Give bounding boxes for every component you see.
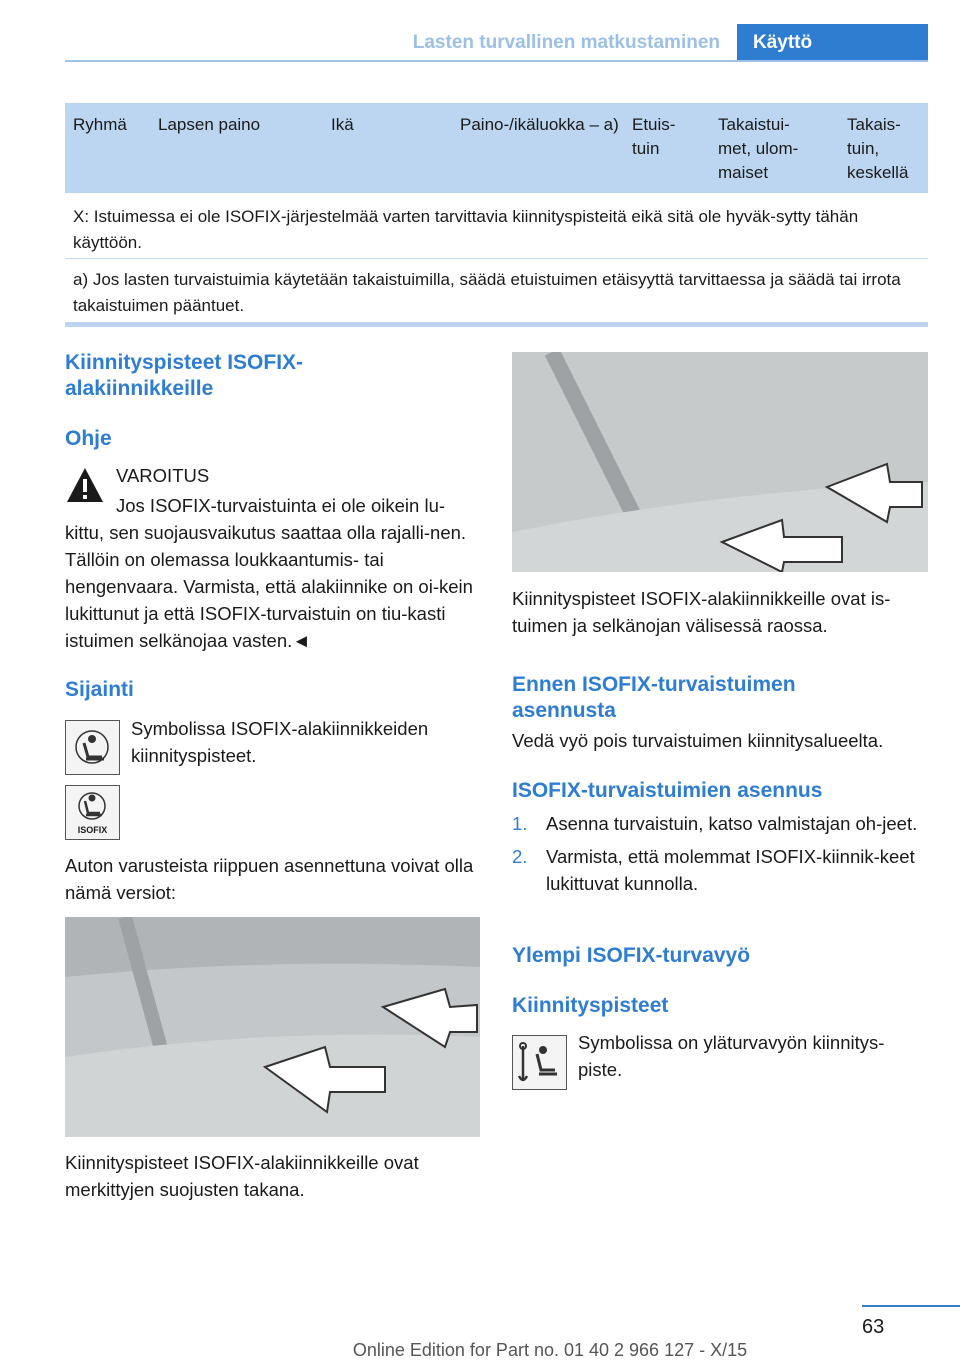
list-item (512, 810, 928, 837)
install-steps (512, 810, 928, 897)
section-title: Lasten turvallinen matkustaminen (412, 32, 720, 53)
col-header: Ryhmä (73, 115, 127, 134)
col-header: Takaistui-met, ulom-maiset (718, 115, 799, 182)
table-note: X: Istuimessa ei ole ISOFIX-järjestelmää varten tarvittavia kiinnityspisteitä eikä sitä ole hyväk-sytty tähän käyttöön. (73, 207, 859, 252)
section-heading-upper: Ylempi ISOFIX-turvavyö (512, 944, 751, 967)
step-text: Asenna turvaistuin, katso valmistajan oh-jeet. (546, 813, 918, 834)
seat-anchor-photo (65, 917, 480, 1137)
col-header: Etuis-tuin (632, 115, 676, 158)
list-item (512, 843, 928, 897)
section-heading-before: Ennen ISOFIX-turvaistuimen asennusta (512, 673, 796, 722)
isofix-label: ISOFIX (77, 825, 108, 835)
warning-label: VAROITUS (116, 465, 210, 486)
photo-caption-left: Kiinnityspisteet ISOFIX-alakiinnikkeille ovat merkittyjen suojusten takana. (65, 1152, 419, 1200)
table-bottom-rule (65, 322, 928, 327)
step-text: Varmista, että molemmat ISOFIX-kiinnik-keet lukittuvat kunnolla. (546, 846, 915, 894)
chapter-tab[interactable]: Käyttö (737, 24, 928, 61)
before-text: Vedä vyö pois turvaistuimen kiinnitysalueelta. (512, 730, 884, 751)
edition-footer: Online Edition for Part no. 01 40 2 966 127 - X/15 (352, 1340, 748, 1360)
isofix-label-icon (65, 785, 120, 840)
anchor-description: Symbolissa on yläturvavyön kiinnitys-piste. (578, 1032, 885, 1080)
section-heading: Kiinnityspisteet ISOFIX-alakiinnikkeille (65, 351, 304, 400)
col-header: Ikä (331, 115, 354, 134)
photo-caption-right: Kiinnityspisteet ISOFIX-alakiinnikkeille ovat is-tuimen ja selkänojan välisessä raossa. (512, 588, 891, 636)
subheading-ohje: Ohje (65, 427, 112, 450)
table-header (65, 103, 928, 193)
header-divider (65, 60, 928, 62)
subheading-anchor: Kiinnityspisteet (512, 994, 669, 1017)
col-header: Paino-/ikäluokka – a) (460, 115, 619, 134)
col-header: Takais-tuin, keskellä (847, 115, 909, 182)
versions-text: Auton varusteista riippuen asennettuna voivat olla nämä versiot: (65, 855, 474, 903)
top-tether-icon (512, 1035, 567, 1090)
step-number: 1. (512, 813, 528, 834)
page-number: 63 (862, 1316, 885, 1338)
seat-gap-photo (512, 352, 928, 572)
table-footnote: a) Jos lasten turvaistuimia käytetään takaistuimilla, säädä etuistuimen etäisyyttä tarvittaessa ja säädä tai irrota takaistuimen pääntuet. (73, 270, 901, 315)
subheading-sijainti: Sijainti (65, 678, 134, 701)
table-divider (65, 258, 928, 259)
isofix-seat-icon (65, 720, 120, 775)
step-number: 2. (512, 846, 528, 867)
footer-rule (862, 1305, 960, 1307)
section-heading-install: ISOFIX-turvaistuimien asennus (512, 779, 823, 802)
symbol-description: Symbolissa ISOFIX-alakiinnikkeiden kiinnityspisteet. (131, 718, 429, 766)
col-header: Lapsen paino (158, 115, 261, 134)
warning-text: Jos ISOFIX-turvaistuinta ei ole oikein lu-kittu, sen suojausvaikutus saattaa olla rajalli-nen. Tällöin on olemassa loukkaantumis- tai hengenvaara. Varmista, että alakiinnike on oi-kein lukittunut ja että ISOFIX-turvaistuin on tiu-kasti istuimen selkänojaa vasten.◄ (65, 495, 473, 651)
